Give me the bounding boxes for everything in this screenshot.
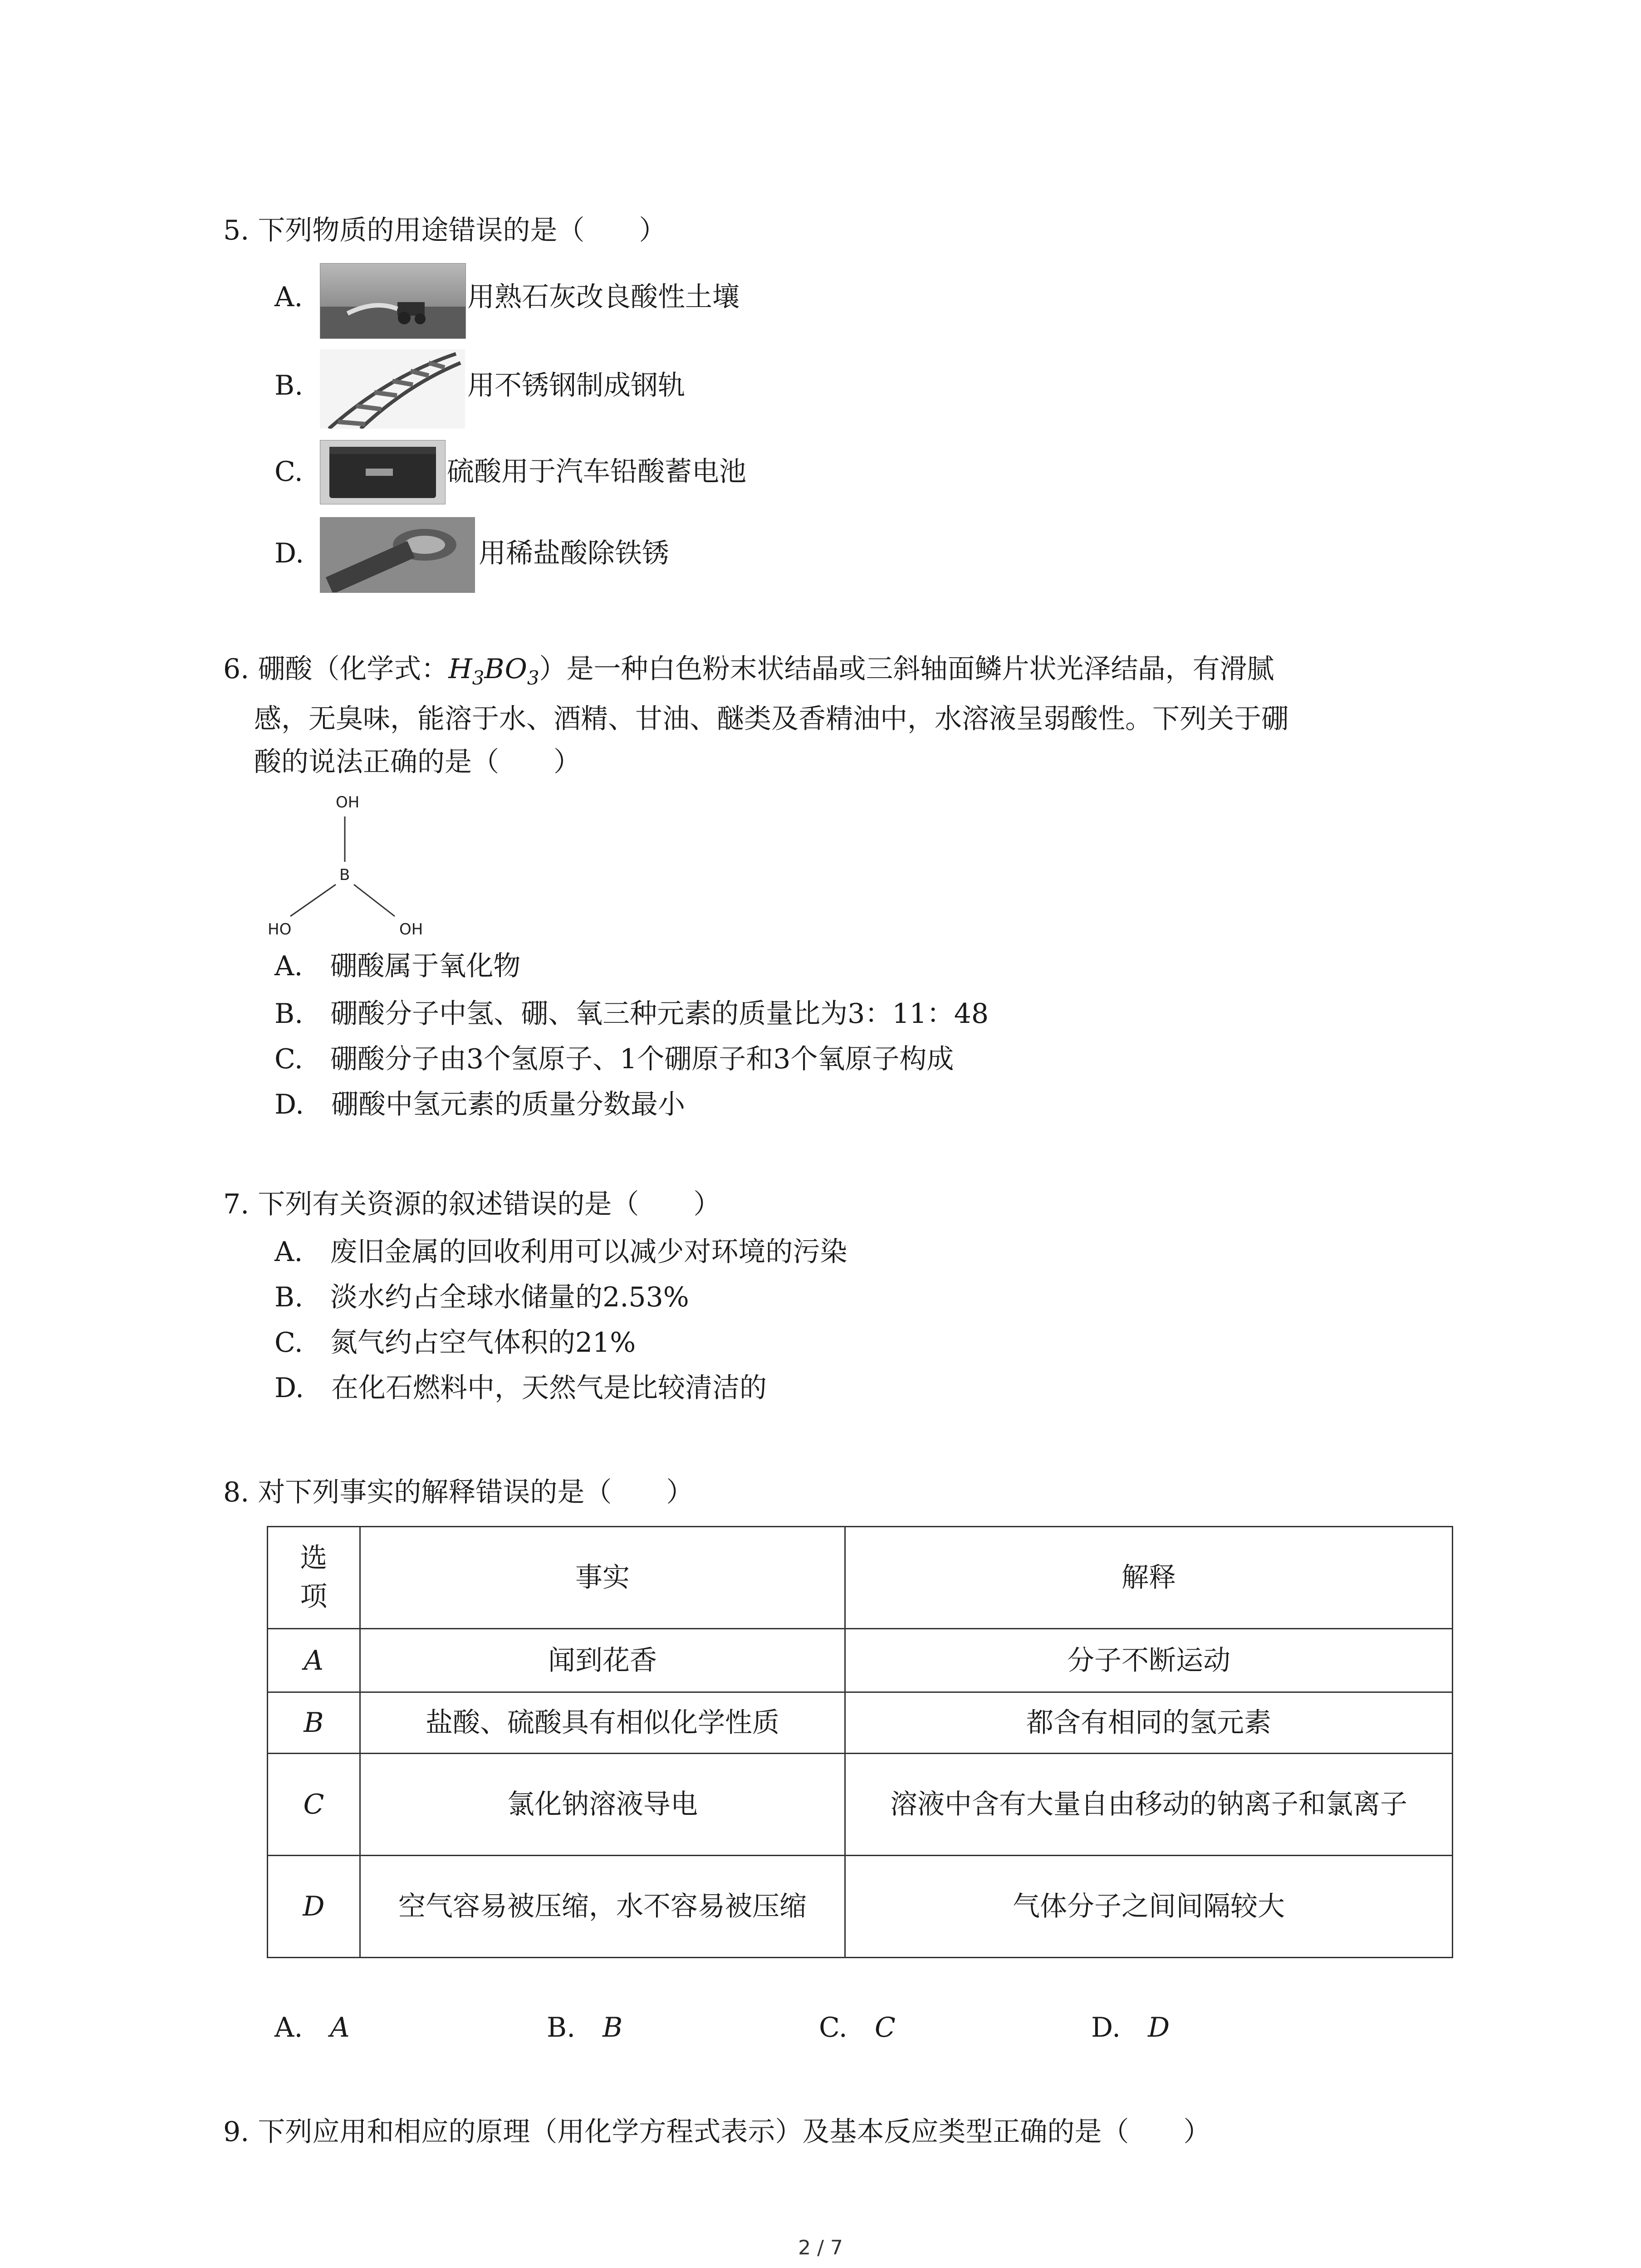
table-cell: 盐酸、硫酸具有相似化学性质 (360, 1692, 845, 1754)
mol-right-oh: OH (399, 920, 423, 938)
page-number: 2 / 7 (798, 2236, 843, 2259)
question-6-stem-line-3: 酸的说法正确的是（ ） (254, 746, 581, 778)
q5-option-b-text: 用不锈钢制成钢轨 (467, 370, 685, 401)
table-row (268, 1629, 1453, 1692)
table-cell: C (268, 1754, 360, 1856)
q5-option-b-letter: B. (274, 370, 304, 401)
q8-answer-b: B. B (547, 2012, 623, 2043)
q8-answer-a: A. A (274, 2012, 350, 2043)
q8-answer-c: C. C (819, 2012, 896, 2043)
table-cell: 氯化钠溶液导电 (360, 1754, 845, 1856)
q6-stem-suffix: ）是一种白色粉末状结晶或三斜轴面鳞片状光泽结晶，有滑腻 (539, 653, 1274, 685)
table-cell: 溶液中含有大量自由移动的钠离子和氯离子 (845, 1754, 1453, 1856)
q5-option-a-letter: A. (274, 281, 303, 313)
q5-option-a-image (320, 263, 466, 339)
q5-option-c-text: 硫酸用于汽车铅酸蓄电池 (447, 456, 746, 488)
question-7-stem: 7. 下列有关资源的叙述错误的是（ ） (223, 1188, 721, 1220)
header-explanation: 解释 (845, 1527, 1453, 1629)
mol-center-b: B (339, 866, 350, 884)
table-cell: 气体分子之间间隔较大 (845, 1856, 1453, 1958)
table-cell: B (268, 1692, 360, 1754)
mol-top-oh: OH (336, 793, 360, 811)
question-6-stem-line-2: 感，无臭味，能溶于水、酒精、甘油、醚类及香精油中，水溶液呈弱酸性。下列关于硼 (254, 703, 1288, 735)
table-header-row (268, 1527, 1453, 1629)
q7-option-b: B. 淡水约占全球水储量的2.53% (274, 1281, 689, 1313)
q6-option-c: C. 硼酸分子由3个氢原子、1个硼原子和3个氧原子构成 (274, 1043, 954, 1075)
table-row (268, 1692, 1453, 1754)
question-8-stem: 8. 对下列事实的解释错误的是（ ） (223, 1476, 694, 1508)
table-cell: D (268, 1856, 360, 1958)
q6-stem-prefix: 6. 硼酸（化学式： (223, 653, 449, 685)
q5-option-d-letter: D. (274, 538, 304, 569)
question-5-stem: 5. 下列物质的用途错误的是（ ） (223, 215, 666, 246)
q5-option-b-image (320, 349, 465, 429)
q5-option-c-image (320, 440, 446, 504)
q6-option-d: D. 硼酸中氢元素的质量分数最小 (274, 1089, 686, 1120)
mol-left-ho: HO (268, 920, 292, 938)
q8-answer-d: D. D (1091, 2012, 1170, 2043)
table-cell: 分子不断运动 (845, 1629, 1453, 1692)
header-option: 选项 (268, 1527, 360, 1629)
q6-formula: $H_3BO_3$ (448, 653, 539, 689)
table-row (268, 1754, 1453, 1856)
table-cell: A (268, 1629, 360, 1692)
q6-option-a: A. 硼酸属于氧化物 (274, 950, 521, 982)
table-cell: 空气容易被压缩，水不容易被压缩 (360, 1856, 845, 1958)
table-row (268, 1856, 1453, 1958)
header-fact: 事实 (360, 1527, 845, 1629)
q7-option-c: C. 氮气约占空气体积的21% (274, 1327, 636, 1359)
q5-option-c-letter: C. (274, 456, 303, 488)
q5-option-d-image (320, 517, 475, 593)
facts-explanation-table (267, 1526, 1453, 1958)
q7-option-d: D. 在化石燃料中，天然气是比较清洁的 (274, 1372, 767, 1404)
q5-option-d-text: 用稀盐酸除铁锈 (479, 538, 669, 569)
q7-option-a: A. 废旧金属的回收利用可以减少对环境的污染 (274, 1236, 847, 1268)
boric-acid-structure-diagram (263, 789, 445, 943)
q6-option-b: B. 硼酸分子中氢、硼、氧三种元素的质量比为3：11：48 (274, 998, 989, 1030)
question-9-stem: 9. 下列应用和相应的原理（用化学方程式表示）及基本反应类型正确的是（ ） (223, 2116, 1211, 2148)
table-cell: 都含有相同的氢元素 (845, 1692, 1453, 1754)
table-cell: 闻到花香 (360, 1629, 845, 1692)
q5-option-a-text: 用熟石灰改良酸性土壤 (467, 281, 740, 313)
question-6-stem-line-1 (223, 651, 1274, 696)
